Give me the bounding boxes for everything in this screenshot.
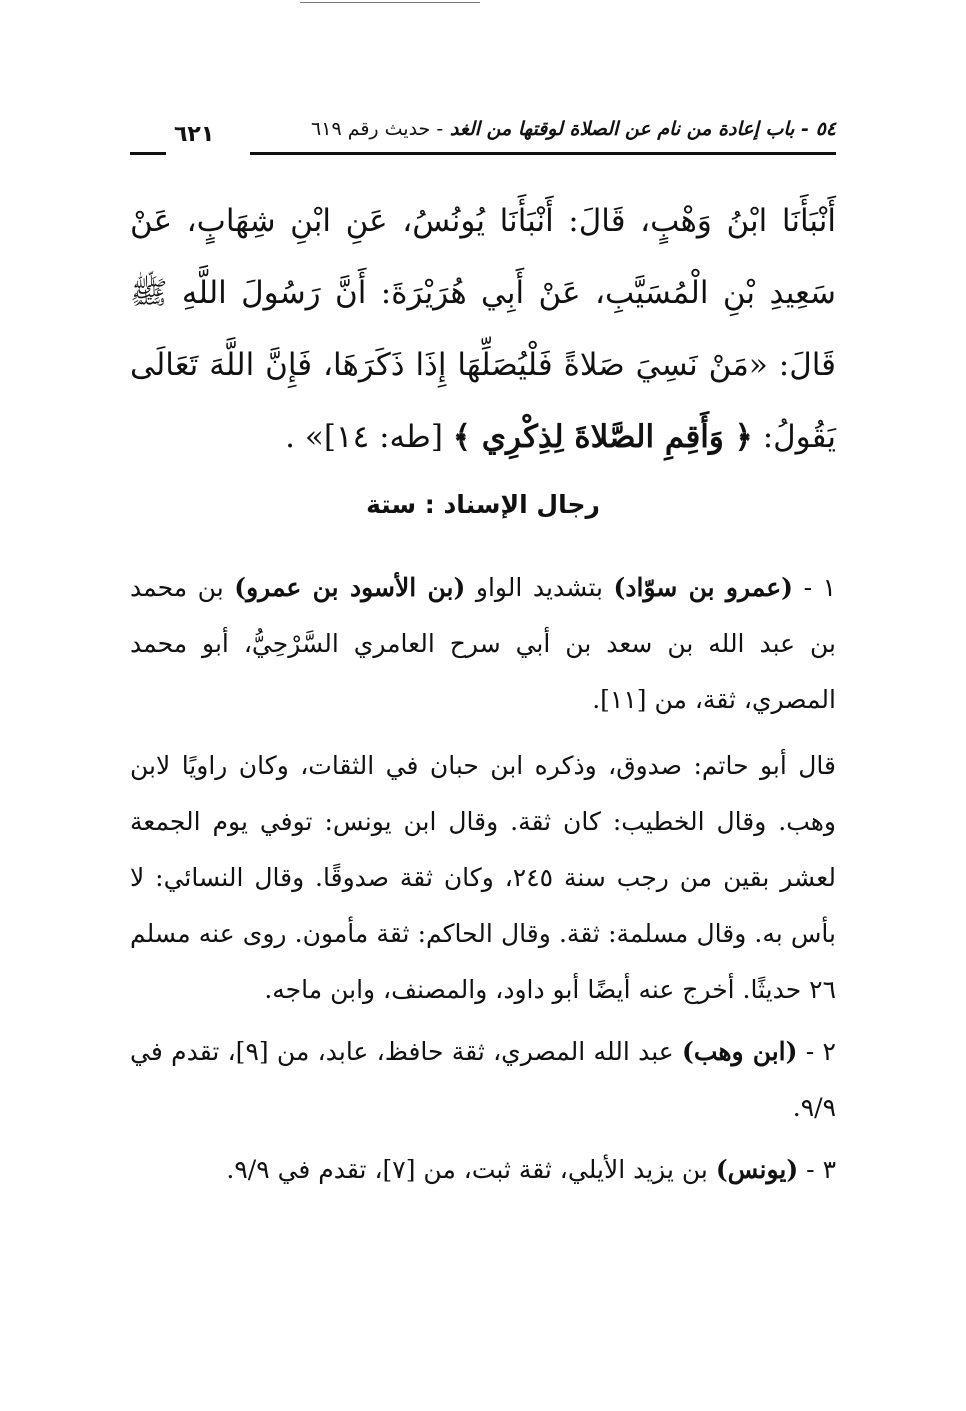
narrator-name: (ابن وهب) (682, 1037, 798, 1066)
narrator-entry-1 (130, 560, 836, 728)
narrator-entry-1-grading: قال أبو حاتم: صدوق، وذكره ابن حبان في الثقات، وكان راويًا لابن وهب. وقال الخطيب: كان ثقة. وقال ابن يونس: توفي يوم الجمعة لعشر بقين من رجب سنة ٢٤٥، وكان ثقة صدوقًا. وقال النسائي: لا بأس به. وقال مسلمة: ثقة. وقال الحاكم: ثقة مأمون. روى عنه مسلم ٢٦ حديثًا. أخرج عنه أيضًا أبو داود، والمصنف، وابن ماجه. (130, 751, 836, 1004)
narrator-details: بن محمد بن عبد الله بن سعد بن أبي سرح العامري السَّرْحِيُّ، أبو محمد المصري، ثقة، من [١١]. (130, 573, 836, 714)
header-rule (250, 152, 836, 155)
page-header (130, 110, 836, 160)
narrator-name: (يونس) (715, 1155, 799, 1184)
narrator-number: ١ - (803, 573, 837, 602)
page-number: ٦٢١ (174, 122, 215, 147)
narrator-note: بتشديد الواو (475, 573, 603, 602)
quran-verse: ﴿ وَأَقِمِ الصَّلاةَ لِذِكْرِي ﴾ (452, 419, 753, 455)
narrators-list (130, 560, 836, 1204)
narrator-entry-2 (130, 1024, 836, 1136)
hadith-number-label: - حديث رقم ٦١٩ (311, 118, 444, 140)
verse-reference: [طه: ١٤]» . (285, 419, 443, 455)
hadith-text (130, 185, 836, 473)
narrator-number: ٢ - (805, 1037, 836, 1066)
narrator-lineage: (بن الأسود بن عمرو) (234, 573, 466, 602)
header-dash (130, 152, 166, 155)
section-title: رجال الإسناد : ستة (366, 490, 600, 519)
hadith-body: أَنْبَأَنَا ابْنُ وَهْبٍ، قَالَ: أَنْبَأَنَا يُونُسُ، عَنِ ابْنِ شِهَابٍ، عَنْ سَعِيدِ بْنِ الْمُسَيَّبِ، عَنْ أَبِي هُرَيْرَةَ: أَنَّ رَسُولَ اللَّهِ ﷺ قَالَ: «مَنْ نَسِيَ صَلاةً فَلْيُصَلِّهَا إِذَا ذَكَرَهَا، فَإِنَّ اللَّهَ تَعَالَى يَقُولُ: (130, 203, 836, 455)
chapter-title: ٥٤ - باب إعادة من نام عن الصلاة لوقتها من الغد (449, 118, 836, 140)
running-title (311, 118, 836, 140)
narrator-details: عبد الله المصري، ثقة حافظ، عابد، من [٩]، تقدم في ٩/٩. (130, 1037, 836, 1122)
narrator-name: (عمرو بن سوّاد) (613, 573, 793, 602)
narrator-number: ٣ - (806, 1155, 836, 1184)
top-rule (300, 2, 480, 3)
narrator-entry-3 (130, 1142, 836, 1198)
narrator-details: بن يزيد الأيلي، ثقة ثبت، من [٧]، تقدم في ٩/٩. (226, 1155, 708, 1184)
